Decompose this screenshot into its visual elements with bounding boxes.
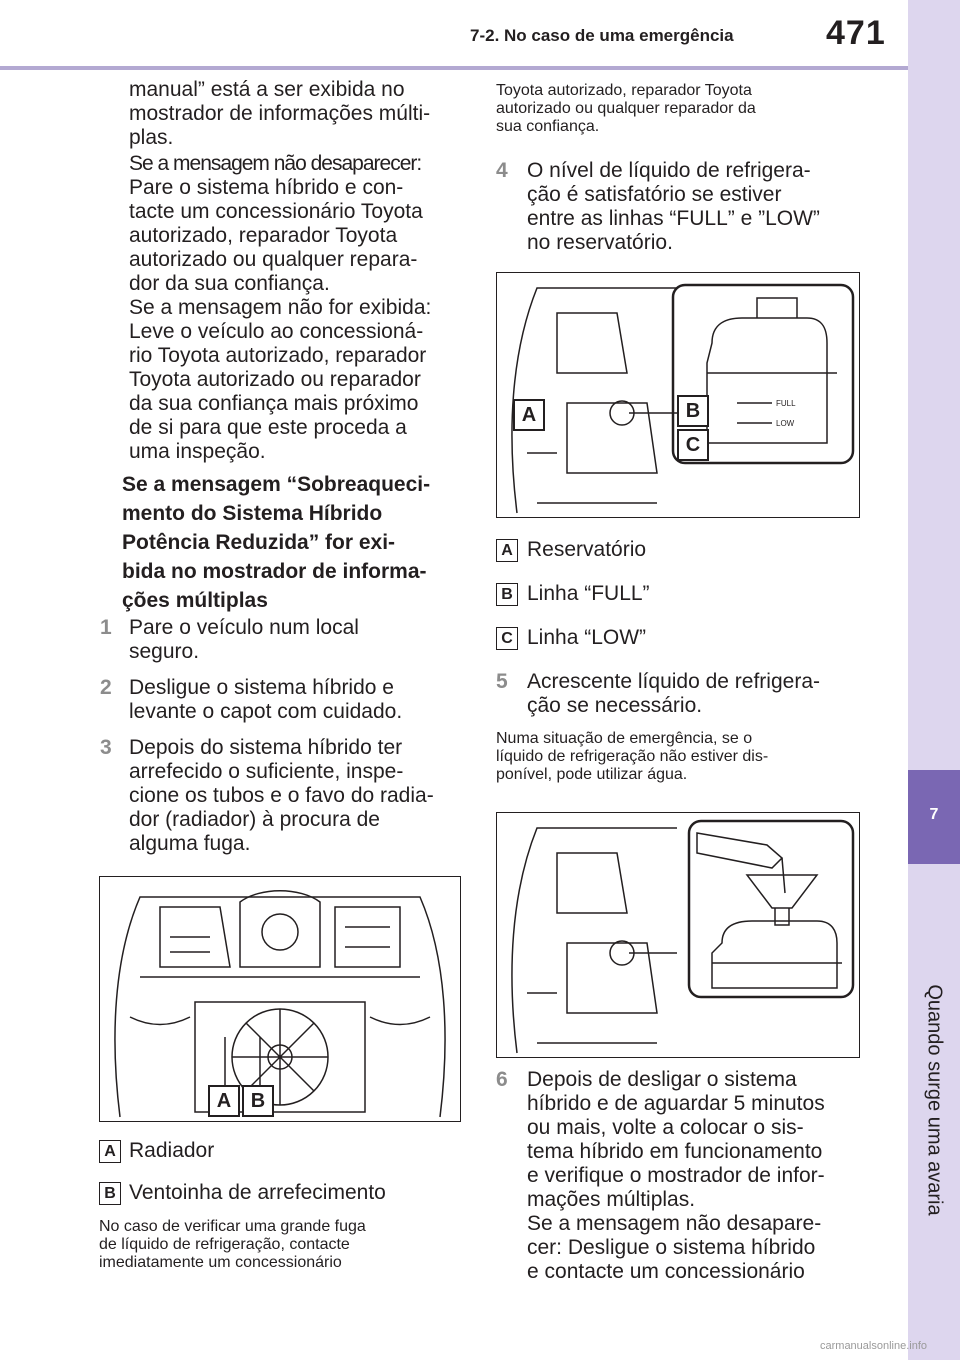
step-text: Pare o veículo num local seguro. <box>129 616 359 663</box>
note-continuation: Toyota autorizado, reparador Toyota autorizado ou qualquer reparador da sua confiança. <box>496 82 756 135</box>
pouring-figure <box>496 812 860 1058</box>
step-number: 6 <box>496 1068 508 1091</box>
step-text: Acrescente líquido de refrigera- ção se necessário. <box>527 670 820 717</box>
figure-tag-b: B <box>677 395 709 427</box>
legend-text: Linha “FULL” <box>527 582 650 605</box>
step-text: Depois de desligar o sistema híbrido e de aguardar 5 minutos ou mais, volte a colocar o sis- tema híbrido em funcionamento e verifique o mostrador de infor- mações múltiplas. Se a mensagem não desapare- cer: Desligue o sistema híbrido e contacte um concessionário <box>527 1068 825 1283</box>
reservoir-figure <box>496 272 860 518</box>
site-watermark: carmanualsonline.info <box>820 1340 928 1352</box>
legend-key: C <box>496 627 518 650</box>
figure-tag-b: B <box>242 1085 274 1117</box>
legend-key: A <box>496 539 518 562</box>
legend-key: B <box>99 1182 121 1205</box>
engine-radiator-figure <box>99 876 461 1122</box>
legend-text: Reservatório <box>527 538 647 561</box>
figure-tag-a: A <box>208 1085 240 1117</box>
legend-text: Ventoinha de arrefecimento <box>129 1181 386 1204</box>
engine-radiator-illustration <box>100 877 460 1121</box>
leak-note: No caso de verificar uma grande fuga de líquido de refrigeração, contacte imediatamente um concessionário <box>99 1218 366 1271</box>
section-title: 7-2. No caso de uma emergência <box>470 26 734 45</box>
step-number: 2 <box>100 676 112 699</box>
water-note: Numa situação de emergência, se o líquido de refrigeração não estiver dis- ponível, pode utilizar água. <box>496 730 769 783</box>
low-mark: LOW <box>776 419 795 428</box>
step-number: 3 <box>100 736 112 759</box>
chapter-label: Quando surge uma avaria <box>923 984 946 1216</box>
header-rule <box>0 66 908 70</box>
chapter-number: 7 <box>929 806 939 823</box>
step-number: 5 <box>496 670 508 693</box>
condition-not-disappear: Se a mensagem não desaparecer: <box>129 152 422 175</box>
step-number: 1 <box>100 616 112 639</box>
legend-key: B <box>496 583 518 606</box>
pouring-illustration <box>497 813 859 1057</box>
intro-text: manual” está a ser exibida no mostrador de informações múlti- plas. <box>129 78 431 149</box>
step-text: Depois do sistema híbrido ter arrefecido o suficiente, inspe- cione os tubos e o favo do radia- dor (radiador) à procura de alguma fuga. <box>129 736 434 855</box>
section-heading: Se a mensagem “Sobreaqueci- mento do Sistema Híbrido Potência Reduzida” for exi- bida no mostrador de informa- ções múltiplas <box>122 473 431 612</box>
legend-key: A <box>99 1140 121 1163</box>
figure-tag-a: A <box>513 399 545 431</box>
instruction-not-disappear: Pare o sistema híbrido e con- tacte um concessionário Toyota autorizado, reparador Toyota autorizado ou qualquer repara- dor da sua confiança. <box>129 176 423 295</box>
step-number: 4 <box>496 159 508 182</box>
figure-tag-c: C <box>677 429 709 461</box>
step-text: O nível de líquido de refrigera- ção é satisfatório se estiver entre as linhas “FULL” e ”LOW” no reservatório. <box>527 159 820 254</box>
legend-text: Radiador <box>129 1139 215 1162</box>
step-text: Desligue o sistema híbrido e levante o capot com cuidado. <box>129 676 403 723</box>
page-number: 471 <box>826 14 886 52</box>
legend-text: Linha “LOW” <box>527 626 647 649</box>
instruction-not-shown: Se a mensagem não for exibida: Leve o veículo ao concessioná- rio Toyota autorizado, reparador Toyota autorizado ou reparador da sua confiança mais próximo de si para que este proceda a uma inspeção. <box>129 296 432 463</box>
full-mark: FULL <box>776 399 796 408</box>
